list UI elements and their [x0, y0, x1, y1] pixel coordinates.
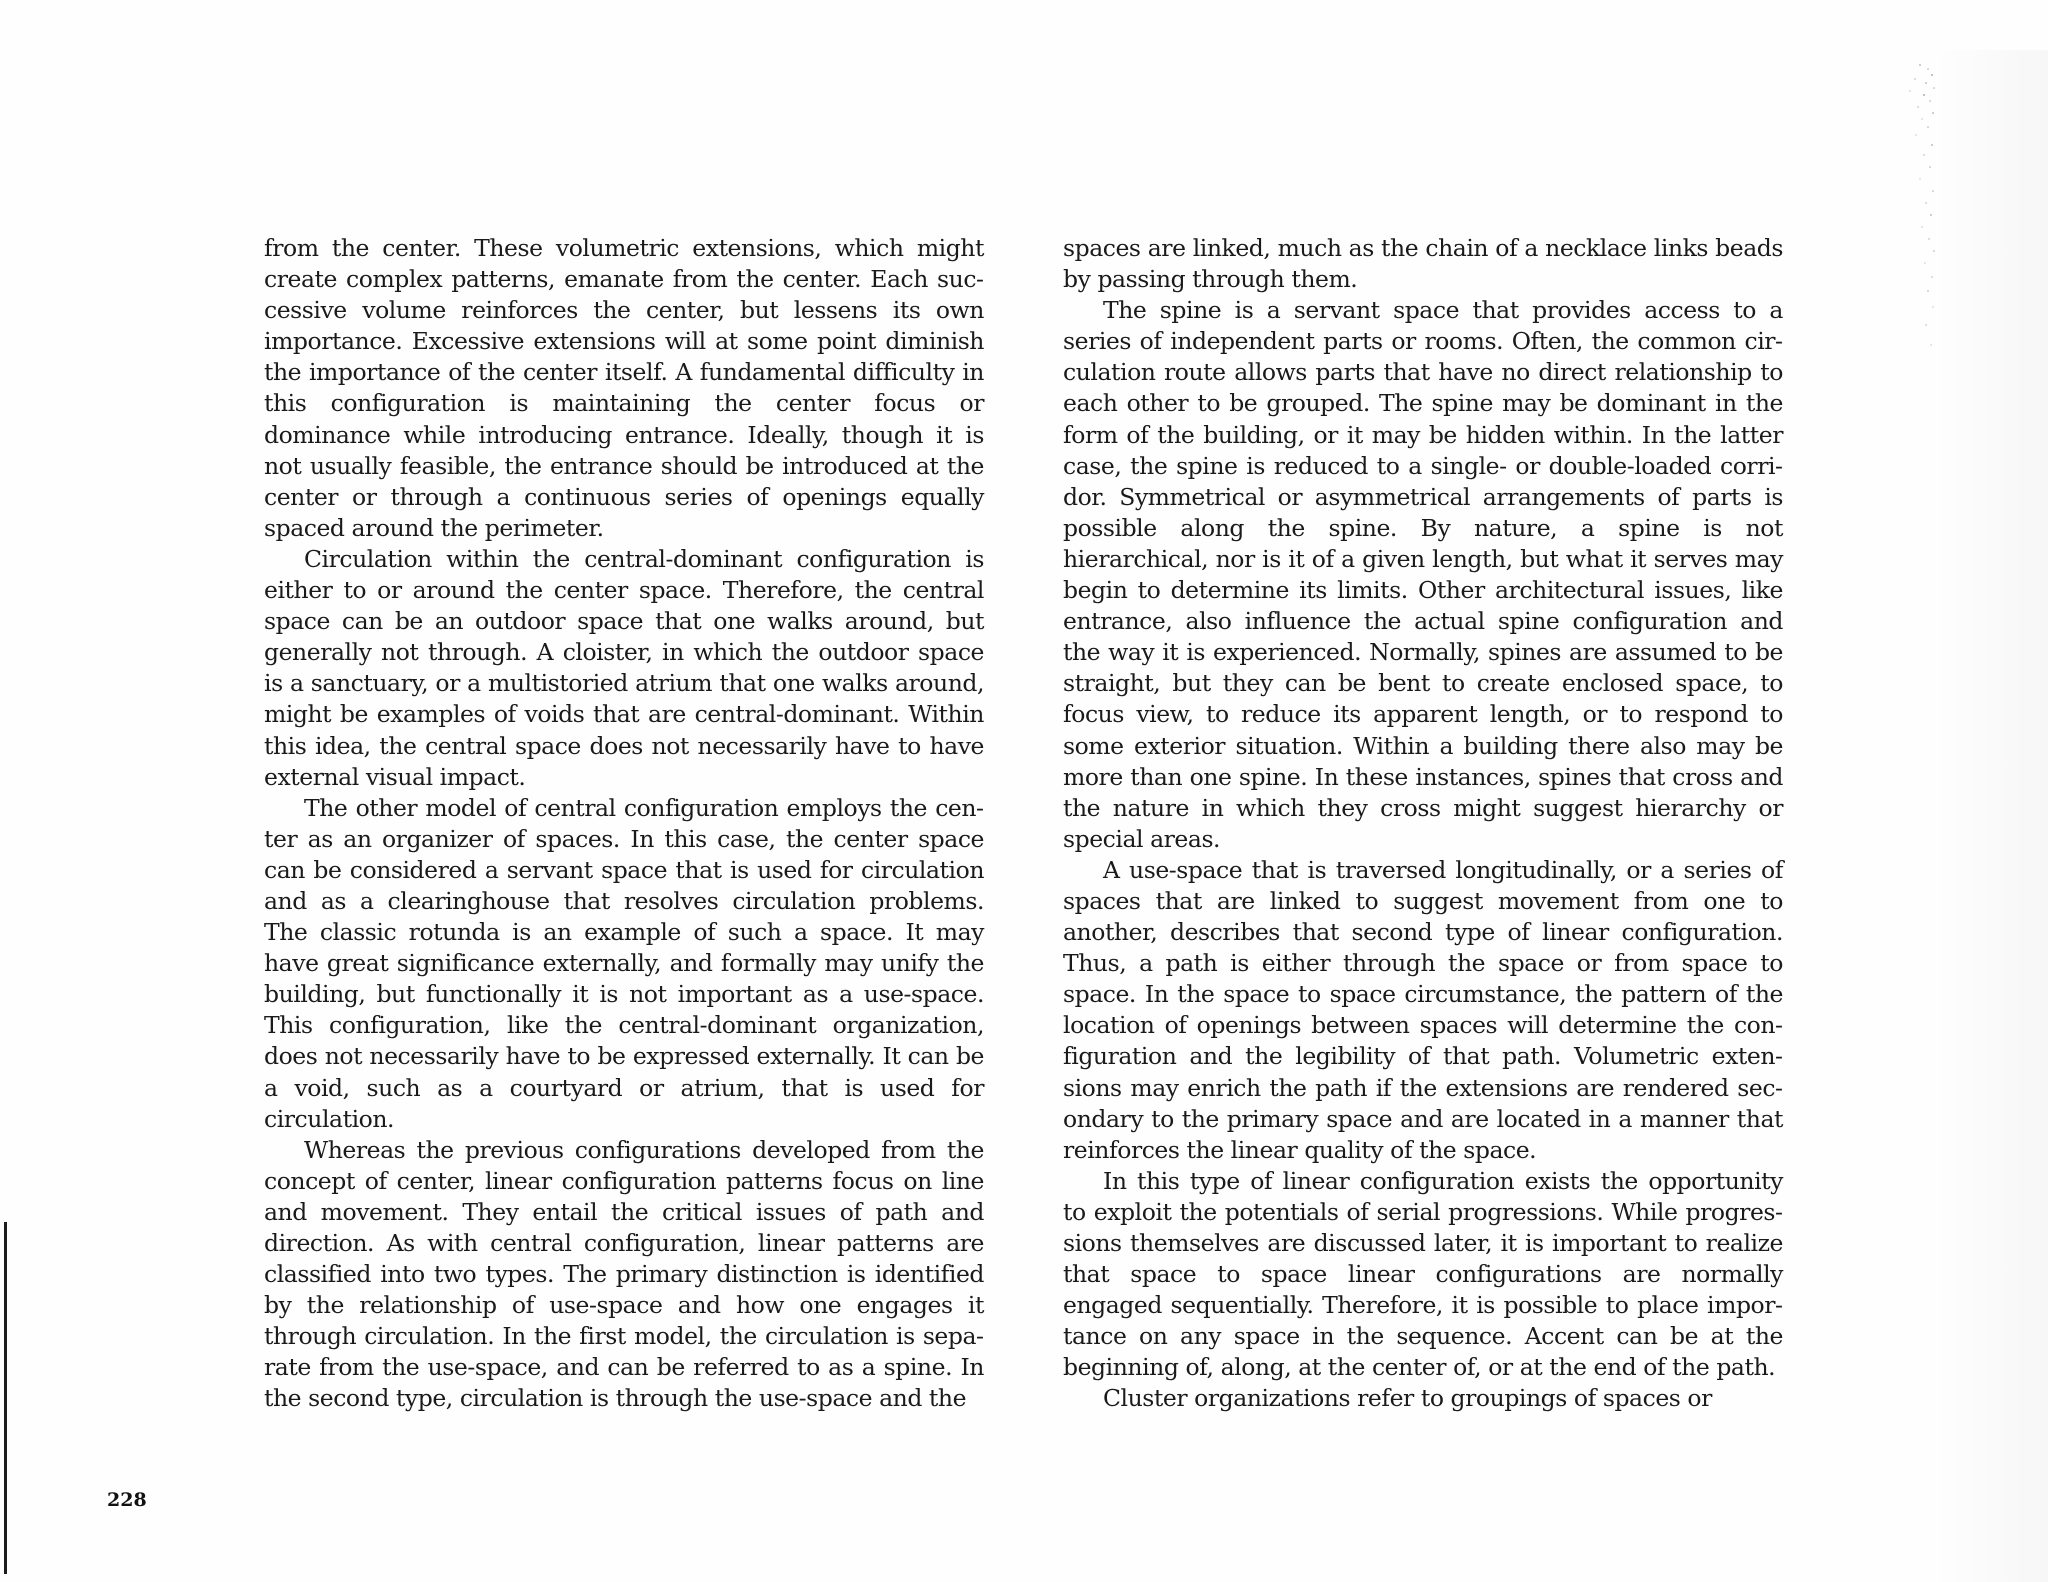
left-paragraph-4: Whereas the previous configurations developed from the concept of center, linear configuration patterns focus on line and movement. They entail the critical issues of path and direction. As with central configuration, linear patterns are classified into two types. The primary distinction is identified by the relationship of use-space and how one engages it through circulation. In the first model, the circulation is separate from the use-space, and can be referred to as a spine. In the second type, circulation is through the use-space and the	[264, 1135, 984, 1413]
left-paragraph-2: Circulation within the central-dominant configuration is either to or around the center space. Therefore, the central space can be an outdoor space that one walks around, but generally not through. A cloister, in which the outdoor space is a sanctuary, or a multistoried atrium that one walks around, might be examples of voids that are central-dominant. Within this idea, the central space does not necessarily have to have external visual impact.	[264, 544, 984, 791]
right-paragraph-5: Cluster organizations refer to groupings of spaces or	[1103, 1384, 1712, 1413]
page-number: 228	[107, 1489, 147, 1511]
scan-speckle-noise	[1880, 55, 1936, 365]
right-paragraph-2: The spine is a servant space that provides access to a series of independent parts or rooms. Often, the common circulation route allows parts that have no direct relationship to each other to be grouped. The spine may be dominant in the form of the building, or it may be hidden within. In the latter case, the spine is reduced to a single- or double-loaded corridor. Symmetrical or asymmetrical arrangements of parts is possible along the spine. By nature, a spine is not hierarchical, nor is it of a given length, but what it serves may begin to determine its limits. Other architectural issues, like entrance, also influence the actual spine configuration and the way it is experienced. Normally, spines are assumed to be straight, but they can be bent to create enclosed space, to focus view, to reduce its apparent length, or to respond to some exterior situation. Within a building there also may be more than one spine. In these instances, spines that cross and the nature in which they cross might suggest hierarchy or special areas.	[1063, 296, 1783, 853]
binding-edge-line	[4, 1222, 7, 1574]
right-paragraph-1: spaces are linked, much as the chain of a necklace links beads by passing through them.	[1063, 234, 1783, 294]
left-paragraph-1: from the center. These volumetric extensions, which might create complex patterns, emanate from the center. Each successive volume reinforces the center, but lessens its own importance. Excessive extensions will at some point diminish the importance of the center itself. A fundamental difficulty in this configuration is maintaining the center focus or dominance while introducing entrance. Ideally, though it is not usually feasible, the entrance should be introduced at the center or through a continuous series of openings equally spaced around the perimeter.	[264, 234, 984, 542]
page-edge-shadow	[1932, 50, 2048, 1582]
right-text-column	[1063, 233, 1783, 1415]
left-text-column	[264, 233, 984, 1415]
left-paragraph-3: The other model of central configuration employs the center as an organizer of spaces. In this case, the center space can be considered a servant space that is used for circulation and as a clearinghouse that resolves circulation problems. The classic rotunda is an example of such a space. It may have great significance externally, and formally may unify the building, but functionally it is not important as a use-space. This configuration, like the central-dominant organization, does not necessarily have to be expressed externally. It can be a void, such as a courtyard or atrium, that is used for circulation.	[264, 793, 984, 1133]
right-paragraph-4: In this type of linear configuration exists the opportunity to exploit the potentials of serial progressions. While progressions themselves are discussed later, it is important to realize that space to space linear configurations are normally engaged sequentially. Therefore, it is possible to place importance on any space in the sequence. Accent can be at the beginning of, along, at the center of, or at the end of the path.	[1063, 1166, 1783, 1382]
right-paragraph-3: A use-space that is traversed longitudinally, or a series of spaces that are linked to suggest movement from one to another, describes that second type of linear configuration. Thus, a path is either through the space or from space to space. In the space to space circumstance, the pattern of the location of openings between spaces will determine the configuration and the legibility of that path. Volumetric extensions may enrich the path if the extensions are rendered secondary to the primary space and are located in a manner that reinforces the linear quality of the space.	[1063, 855, 1783, 1164]
